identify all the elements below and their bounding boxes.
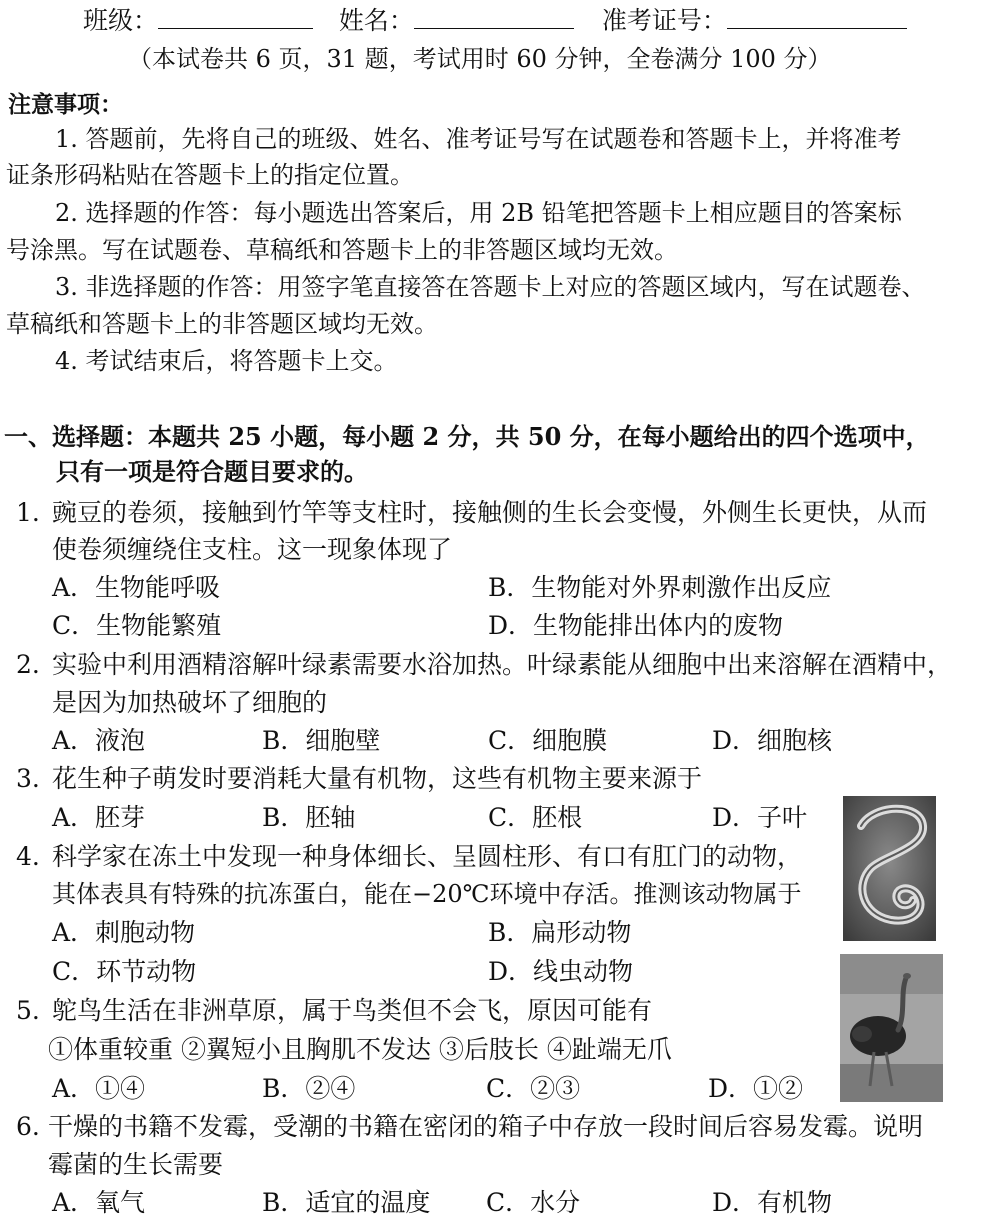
option-d[interactable]: D．细胞核 (712, 726, 833, 755)
header-line (83, 4, 907, 38)
notice-title: 注意事项： (8, 92, 123, 118)
question-text: 豌豆的卷须，接触到竹竿等支柱时，接触侧的生长会变慢，外侧生长更快，从而 (52, 498, 928, 527)
question-text: 霉菌的生长需要 (48, 1150, 224, 1179)
option-c[interactable]: C．胚根 (488, 803, 583, 832)
option-a[interactable]: A．氧气 (52, 1188, 146, 1217)
option-a[interactable]: A．生物能呼吸 (52, 573, 221, 602)
question-text: 花生种子萌发时要消耗大量有机物，这些有机物主要来源于 (52, 764, 703, 793)
question-text: 科学家在冻土中发现一种身体细长、呈圆柱形、有口有肛门的动物， (52, 842, 803, 871)
exam-note: （本试卷共 6 页，31 题，考试用时 60 分钟，全卷满分 100 分） (128, 45, 832, 73)
question-text: 使卷须缠绕住支柱。这一现象体现了 (52, 535, 453, 564)
notice-item: 证条形码粘贴在答题卡上的指定位置。 (6, 161, 414, 189)
question-number: 3. (16, 764, 40, 793)
notice-item: 1. 答题前，先将自己的班级、姓名、准考证号写在试题卷和答题卡上，并将准考 (55, 125, 902, 153)
name-field[interactable] (414, 4, 574, 29)
question-number: 1. (16, 498, 40, 527)
option-b[interactable]: B．扁形动物 (488, 918, 632, 947)
option-a[interactable]: A．刺胞动物 (52, 918, 196, 947)
question-number: 5. (16, 996, 40, 1025)
ostrich-image (840, 954, 943, 1102)
option-b[interactable]: B．适宜的温度 (262, 1188, 431, 1217)
notice-item: 号涂黑。写在试题卷、草稿纸和答题卡上的非答题区域均无效。 (6, 236, 678, 264)
option-c[interactable]: C．环节动物 (52, 957, 197, 986)
notice-item: 2. 选择题的作答：每小题选出答案后，用 2B 铅笔把答题卡上相应题目的答案标 (55, 199, 902, 227)
question-text: 是因为加热破坏了细胞的 (52, 688, 328, 717)
option-a[interactable]: A．①④ (52, 1074, 146, 1103)
option-a[interactable]: A．液泡 (52, 726, 146, 755)
option-d[interactable]: D．生物能排出体内的废物 (488, 611, 784, 640)
notice-item: 4. 考试结束后，将答题卡上交。 (55, 347, 398, 375)
section-title-cont: 只有一项是符合题目要求的。 (56, 457, 368, 486)
option-c[interactable]: C．细胞膜 (488, 726, 608, 755)
question-number: 4. (16, 842, 40, 871)
name-label: 姓名： (338, 6, 414, 35)
option-c[interactable]: C．水分 (486, 1188, 581, 1217)
option-b[interactable]: B．胚轴 (262, 803, 356, 832)
exam-id-label: 准考证号： (601, 6, 727, 35)
ostrich-icon (840, 954, 943, 1102)
option-d[interactable]: D．有机物 (712, 1188, 833, 1217)
option-c[interactable]: C．②③ (486, 1074, 581, 1103)
question-text: 鸵鸟生活在非洲草原，属于鸟类但不会飞，原因可能有 (52, 996, 653, 1025)
class-label: 班级： (83, 6, 159, 35)
option-b[interactable]: B．细胞壁 (262, 726, 381, 755)
worm-icon (843, 796, 936, 941)
option-c[interactable]: C．生物能繁殖 (52, 611, 222, 640)
option-d[interactable]: D．子叶 (712, 803, 808, 832)
question-number: 2. (16, 650, 40, 679)
option-b[interactable]: B．生物能对外界刺激作出反应 (488, 573, 832, 602)
notice-item: 草稿纸和答题卡上的非答题区域均无效。 (6, 310, 438, 338)
exam-id-field[interactable] (727, 4, 907, 29)
option-d[interactable]: D．①② (708, 1074, 804, 1103)
option-b[interactable]: B．②④ (262, 1074, 356, 1103)
question-text: 实验中利用酒精溶解叶绿素需要水浴加热。叶绿素能从细胞中出来溶解在酒精中， (52, 650, 953, 679)
question-text: 干燥的书籍不发霉，受潮的书籍在密闭的箱子中存放一段时间后容易发霉。说明 (48, 1112, 924, 1141)
question-text: ①体重较重 ②翼短小且胸肌不发达 ③后肢长 ④趾端无爪 (48, 1035, 672, 1064)
question-number: 6. (16, 1112, 40, 1141)
class-field[interactable] (158, 4, 313, 29)
option-d[interactable]: D．线虫动物 (488, 957, 634, 986)
section-title: 一、选择题：本题共 25 小题，每小题 2 分，共 50 分，在每小题给出的四个选项中， (4, 422, 930, 451)
notice-item: 3. 非选择题的作答：用签字笔直接答在答题卡上对应的答题区域内，写在试题卷、 (55, 273, 926, 301)
nematode-image (843, 796, 936, 941)
question-text: 其体表具有特殊的抗冻蛋白，能在−20℃环境中存活。推测该动物属于 (52, 880, 802, 908)
option-a[interactable]: A．胚芽 (52, 803, 146, 832)
